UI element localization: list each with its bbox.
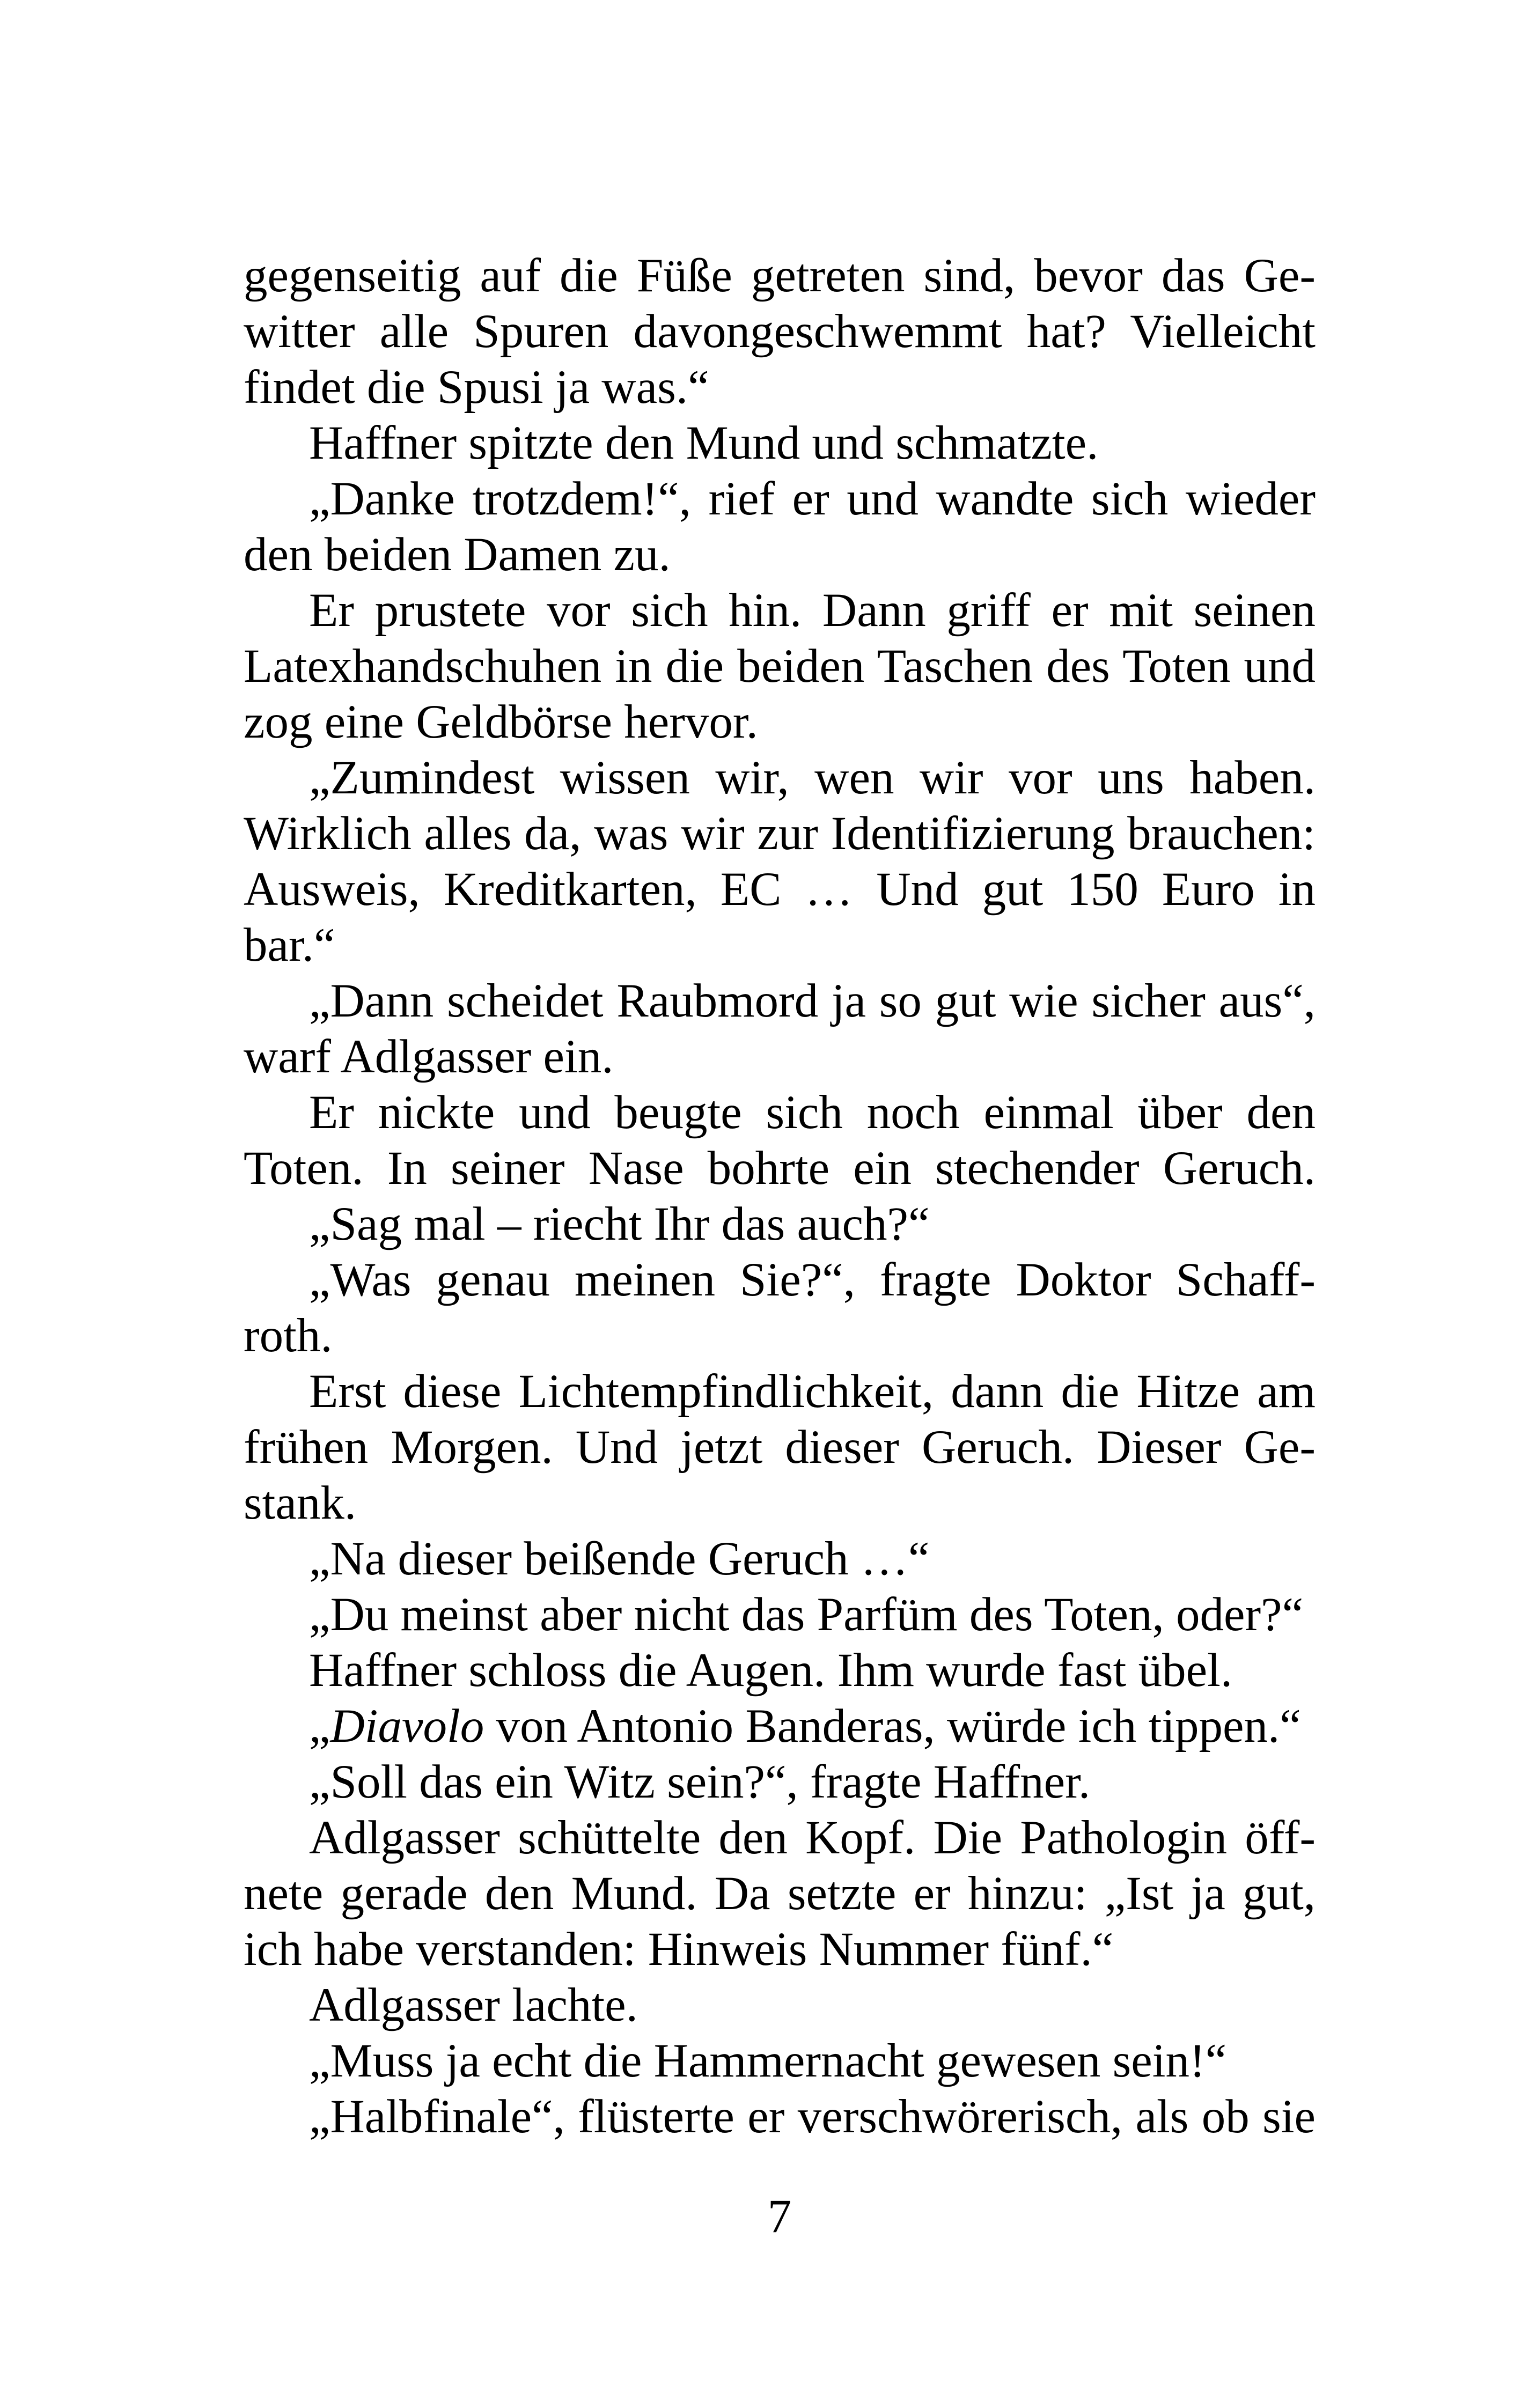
paragraph-continued: [244, 248, 1316, 415]
paragraph: [244, 1698, 1316, 1754]
text-line: ich habe verstanden: Hinweis Nummer fünf.“: [244, 1923, 1114, 1976]
text-line: roth.: [244, 1309, 333, 1362]
line-remainder: von Antonio Banderas, würde ich tippen.“: [484, 1700, 1301, 1752]
text-line: „Zumindest wissen wir, wen wir vor uns haben.: [309, 752, 1316, 804]
text-line: [244, 1698, 1316, 1754]
text-line: Ausweis, Kreditkarten, EC … Und gut 150 Euro in: [244, 863, 1316, 916]
paragraph: [244, 1810, 1316, 1977]
text-line: gegenseitig auf die Füße getreten sind, bevor das Ge-: [244, 249, 1316, 302]
text-line: den beiden Damen zu.: [244, 528, 671, 581]
paragraph: [244, 1977, 1316, 2033]
paragraph: [244, 1085, 1316, 1196]
body-text: [244, 248, 1316, 2145]
text-line: Er prustete vor sich hin. Dann griff er mit seinen: [309, 584, 1316, 637]
text-line: „Soll das ein Witz sein?“, fragte Haffner.: [309, 1756, 1091, 1808]
text-line: warf Adlgasser ein.: [244, 1030, 614, 1083]
paragraph: [244, 1252, 1316, 1364]
paragraph: [244, 471, 1316, 583]
paragraph: [244, 1587, 1316, 1643]
text-line: zog eine Geldbörse hervor.: [244, 696, 758, 748]
paragraph: [244, 973, 1316, 1085]
text-line: stank.: [244, 1477, 357, 1529]
text-line: Toten. In seiner Nase bohrte ein stechender Geruch.: [244, 1142, 1316, 1195]
text-line: „Muss ja echt die Hammernacht gewesen sein!“: [309, 2035, 1227, 2087]
text-line: Adlgasser lachte.: [309, 1979, 638, 2031]
text-line: „Danke trotzdem!“, rief er und wandte sich wieder: [309, 473, 1316, 525]
text-line: Wirklich alles da, was wir zur Identifizierung brauchen:: [244, 807, 1316, 860]
paragraph: [244, 1754, 1316, 1810]
text-line: Haffner schloss die Augen. Ihm wurde fast übel.: [309, 1644, 1233, 1697]
text-line: „Halbfinale“, flüsterte er verschwörerisch, als ob sie: [309, 2090, 1316, 2143]
paragraph: [244, 1196, 1316, 1252]
text-line: bar.“: [244, 919, 335, 971]
text-line: findet die Spusi ja was.“: [244, 361, 709, 414]
paragraph: [244, 2033, 1316, 2089]
italic-perfume-name: Diavolo: [330, 1700, 484, 1752]
paragraph: [244, 1364, 1316, 1531]
text-line: frühen Morgen. Und jetzt dieser Geruch. Dieser Ge-: [244, 1421, 1316, 1474]
text-line: witter alle Spuren davongeschwemmt hat? Vielleicht: [244, 305, 1316, 358]
text-line: „Sag mal – riecht Ihr das auch?“: [309, 1198, 930, 1250]
paragraph: [244, 583, 1316, 750]
text-line: Erst diese Lichtempfindlichkeit, dann die Hitze am: [309, 1365, 1316, 1418]
text-line: nete gerade den Mund. Da setzte er hinzu: „Ist ja gut,: [244, 1867, 1316, 1920]
paragraph: [244, 750, 1316, 973]
text-line: „Was genau meinen Sie?“, fragte Doktor Schaff-: [309, 1254, 1316, 1306]
paragraph: [244, 415, 1316, 471]
opening-quote: „: [309, 1700, 330, 1752]
text-line: „Dann scheidet Raubmord ja so gut wie sicher aus“,: [309, 975, 1316, 1027]
text-line: „Du meinst aber nicht das Parfüm des Toten, oder?“: [309, 1588, 1304, 1641]
page-number: 7: [767, 2190, 792, 2243]
paragraph: [244, 1531, 1316, 1587]
text-line: Adlgasser schüttelte den Kopf. Die Pathologin öff-: [309, 1811, 1316, 1864]
text-line: Haffner spitzte den Mund und schmatzte.: [309, 417, 1099, 469]
text-line: Er nickte und beugte sich noch einmal über den: [309, 1086, 1316, 1139]
paragraph: [244, 1643, 1316, 1698]
text-line: Latexhandschuhen in die beiden Taschen des Toten und: [244, 640, 1316, 693]
paragraph-continues-next-page: [244, 2089, 1316, 2145]
text-line: „Na dieser beißende Geruch …“: [309, 1533, 930, 1585]
